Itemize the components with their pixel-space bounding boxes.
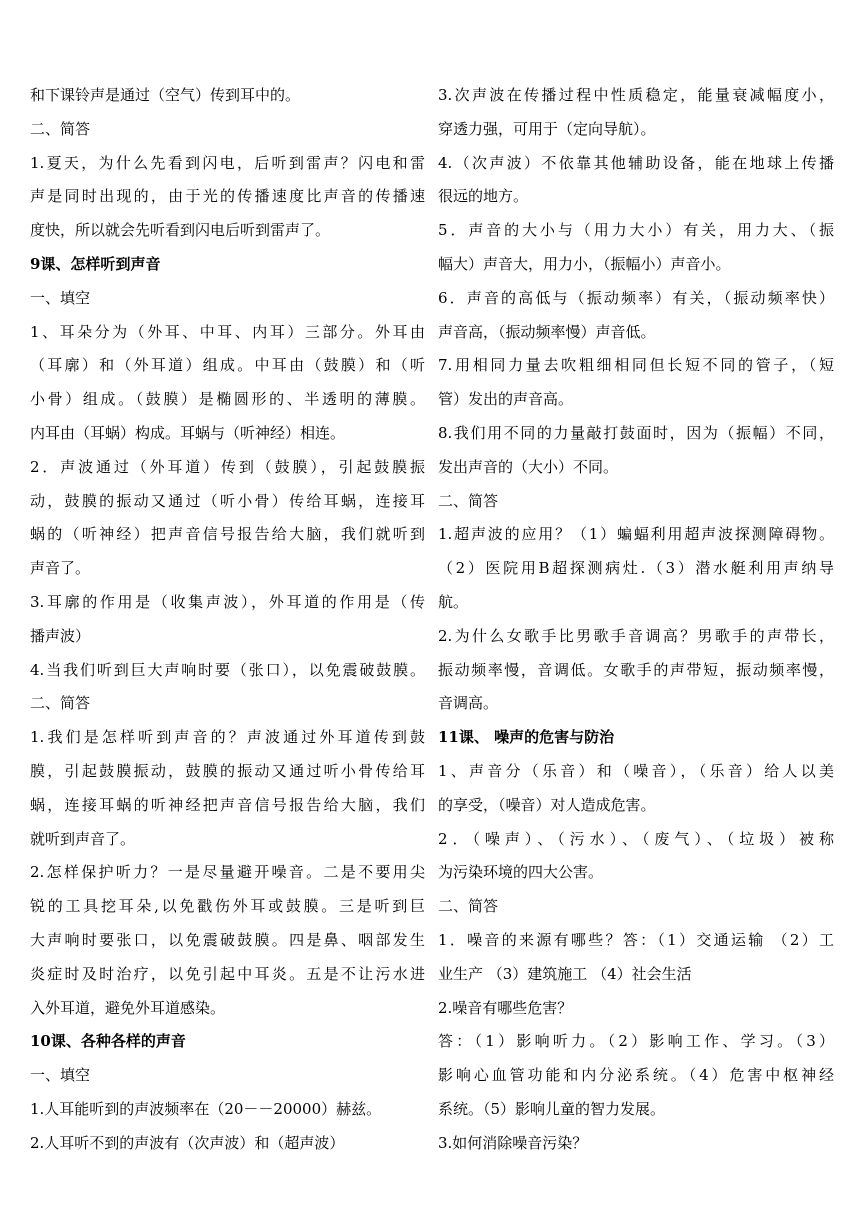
text-line: 的享受，（噪音）对人造成危害。 — [438, 795, 656, 814]
text-line: 1、耳朵分为（外耳、中耳、内耳）三部分。外耳由 — [30, 322, 425, 341]
text-line: 二、简答 — [438, 491, 499, 510]
text-line: 2．声波通过（外耳道）传到（鼓膜），引起鼓膜振 — [30, 457, 425, 476]
text-line: 为污染环境的四大公害。 — [438, 863, 604, 882]
text-line: 3.耳廓的作用是（收集声波），外耳道的作用是（传 — [30, 592, 425, 611]
text-line: 声是同时出现的，由于光的传播速度比声音的传播速 — [30, 187, 425, 206]
text-line: 入外耳道，避免外耳道感染。 — [30, 998, 226, 1017]
text-line: 蜗的（听神经）把声音信号报告给大脑，我们就听到 — [30, 525, 425, 544]
left-column — [30, 79, 425, 1161]
text-line: 二、简答 — [30, 119, 91, 138]
text-line: 动，鼓膜的振动又通过（听小骨）传给耳蜗，连接耳 — [30, 491, 425, 510]
text-line: 4.当我们听到巨大声响时要（张口），以免震破鼓膜。 — [30, 660, 425, 679]
text-line: 幅大）声音大，用力小，（振幅小）声音小。 — [438, 254, 731, 273]
text-line: 2.人耳听不到的声波有（次声波）和（超声波） — [30, 1133, 345, 1152]
text-line: 一、填空 — [30, 1066, 91, 1085]
text-line: 就听到声音了。 — [30, 829, 136, 848]
text-line: 2．（噪声）、（污水）、（废气）、（垃圾）被称 — [438, 829, 834, 848]
text-line: 内耳由（耳蜗）构成。耳蜗与（听神经）相连。 — [30, 423, 346, 442]
section-heading: 10课、各种各样的声音 — [30, 1032, 186, 1051]
text-line: 7.用相同力量去吹粗细相同但长短不同的管子，（短 — [438, 356, 834, 375]
text-line: 二、简答 — [30, 694, 91, 713]
text-line: 6．声音的高低与（振动频率）有关，（振动频率快） — [438, 288, 834, 307]
text-line: 发出声音的（大小）不同。 — [438, 457, 619, 476]
text-line: 1、声音分（乐音）和（噪音），（乐音）给人以美 — [438, 761, 834, 780]
text-line: 5．声音的大小与（用力大小）有关，用力大、（振 — [438, 221, 834, 240]
text-line: 大声响时要张口，以免震破鼓膜。四是鼻、咽部发生 — [30, 930, 425, 949]
text-line: 很远的地方。 — [438, 187, 529, 206]
text-line: 炎症时及时治疗，以免引起中耳炎。五是不让污水进 — [30, 964, 425, 983]
text-line: 1.超声波的应用？（1）蝙蝠利用超声波探测障碍物。 — [438, 525, 834, 544]
right-column — [438, 79, 834, 1161]
text-line: 1．噪音的来源有哪些？答：（1）交通运输 （2）工 — [438, 930, 834, 949]
text-line: 膜，引起鼓膜振动，鼓膜的振动又通过听小骨传给耳 — [30, 761, 425, 780]
text-line: 4.（次声波）不依靠其他辅助设备，能在地球上传播 — [438, 153, 834, 172]
text-line: 系统。（5）影响儿童的智力发展。 — [438, 1099, 666, 1118]
text-line: 振动频率慢，音调低。女歌手的声带短，振动频率慢， — [438, 660, 834, 679]
text-line: 锐的工具挖耳朵,以免戳伤外耳或鼓膜。三是听到巨 — [30, 897, 425, 916]
text-line: 答：（1）影响听力。（2）影响工作、学习。（3） — [438, 1032, 834, 1051]
text-line: 和下课铃声是通过（空气）传到耳中的。 — [30, 86, 301, 104]
text-line: 穿透力强，可用于（定向导航）。 — [438, 119, 656, 138]
text-line: 音调高。 — [438, 694, 499, 713]
text-line: （2）医院用B超探测病灶.（3）潜水艇利用声纳导 — [438, 559, 834, 578]
text-line: 影响心血管功能和内分泌系统。（4）危害中枢神经 — [438, 1066, 834, 1085]
text-line: 管）发出的声音高。 — [438, 390, 574, 409]
text-line: 业生产 （3）建筑施工 （4）社会生活 — [438, 964, 692, 983]
text-line: 一、填空 — [30, 288, 91, 307]
text-line: 二、简答 — [438, 897, 499, 916]
text-line: （耳廓）和（外耳道）组成。中耳由（鼓膜）和（听 — [30, 356, 425, 375]
text-line: 播声波） — [30, 626, 91, 645]
section-heading: 11课、 噪声的危害与防治 — [438, 728, 615, 747]
text-line: 2.怎样保护听力？一是尽量避开噪音。二是不要用尖 — [30, 863, 425, 882]
text-line: 声音高，（振动频率慢）声音低。 — [438, 322, 656, 341]
text-line: 航。 — [438, 592, 469, 611]
text-line: 2.为什么女歌手比男歌手音调高？男歌手的声带长， — [438, 626, 834, 645]
text-line: 1.人耳能听到的声波频率在（20－－20000）赫兹。 — [30, 1099, 382, 1118]
section-heading: 9课、怎样听到声音 — [30, 254, 161, 273]
text-line: 蜗，连接耳蜗的听神经把声音信号报告给大脑，我们 — [30, 795, 425, 814]
text-line: 度快，所以就会先听看到闪电后听到雷声了。 — [30, 221, 331, 240]
text-line: 3.如何消除噪音污染？ — [438, 1133, 588, 1152]
text-line: 1.我们是怎样听到声音的？声波通过外耳道传到鼓 — [30, 728, 425, 747]
text-line: 8.我们用不同的力量敲打鼓面时，因为（振幅）不同， — [438, 423, 834, 442]
text-line: 小骨）组成。（鼓膜）是椭圆形的、半透明的薄膜。 — [30, 390, 425, 409]
text-line: 2.噪音有哪些危害？ — [438, 998, 573, 1017]
text-line: 3.次声波在传播过程中性质稳定，能量衰减幅度小， — [438, 86, 834, 104]
text-line: 声音了。 — [30, 559, 91, 578]
text-line: 1.夏天，为什么先看到闪电，后听到雷声？闪电和雷 — [30, 153, 425, 172]
